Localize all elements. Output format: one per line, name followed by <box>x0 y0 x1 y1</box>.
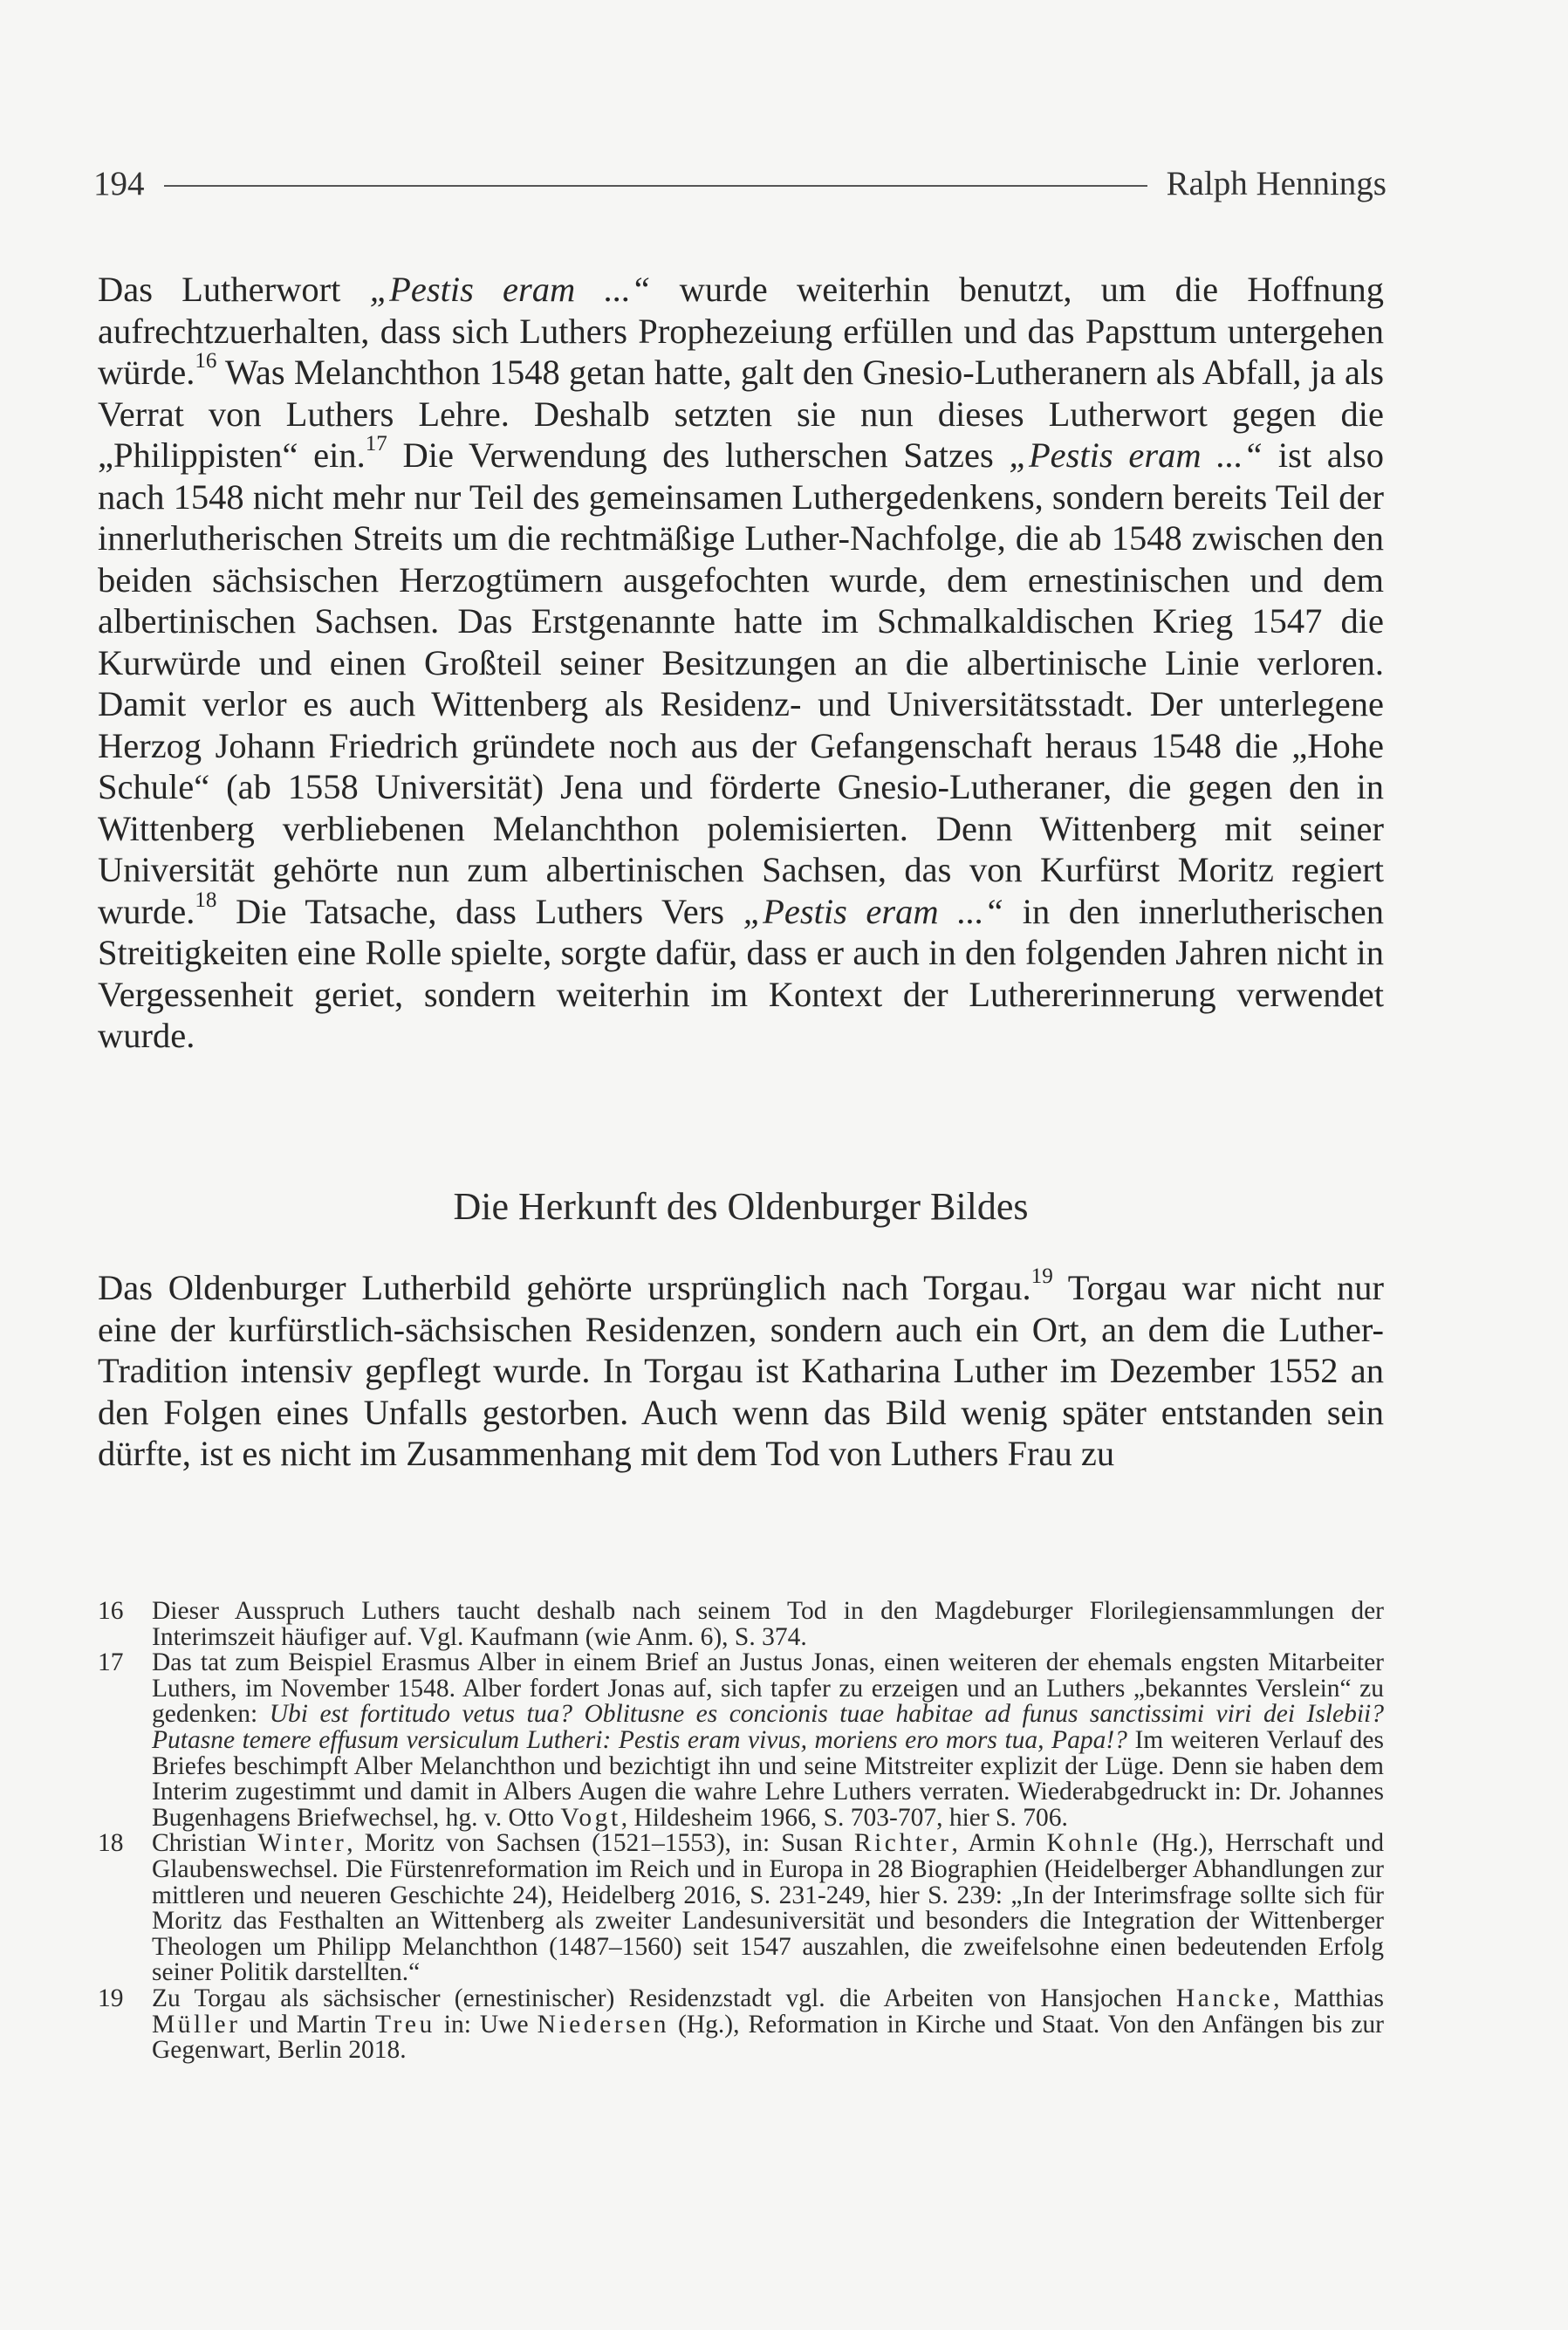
text-run: Christian <box>152 1829 258 1858</box>
author-name: Kohnle <box>1046 1829 1141 1858</box>
body-paragraph-2 <box>98 1264 1384 1475</box>
footnote-text <box>152 1986 1384 2064</box>
text-run: in den innerlutherischen Streitigkeiten eine Rolle spielte, sorgte dafür, dass er auch in den folgenden Jahren nicht in Vergessenheit geriet, sondern weiterhin im Kontext der Luthererinnerung verwendet wurde. <box>98 891 1384 1055</box>
footnote-17 <box>98 1650 1384 1831</box>
text-run: Die Tatsache, dass Luthers Vers <box>216 891 743 931</box>
footnote-text <box>152 1650 1384 1831</box>
header-rule <box>164 185 1147 187</box>
footnote-18 <box>98 1831 1384 1986</box>
running-head <box>93 157 1387 209</box>
text-run: , Moritz von Sachsen (1521–1553), in: Susan <box>346 1829 854 1858</box>
text-run: Torgau war nicht nur eine der kurfürstlich-sächsischen Residenzen, sondern auch ein Ort, an dem die Luther-Tradition intensiv gepflegt wurde. In Torgau ist Katharina Luther im Dezember 1552 an den Folgen eines Unfalls gestorben. Auch wenn das Bild wenig später entstanden sein dürfte, ist es nicht im Zusammenhang mit dem Tod von Luthers Frau zu <box>98 1268 1384 1473</box>
text-run: Die Verwendung des lutherschen Satzes <box>387 435 1010 475</box>
footnote-ref-16[interactable]: 16 <box>195 349 217 373</box>
author-name: Vogt <box>560 1803 621 1832</box>
text-run: in: Uwe <box>435 2010 538 2039</box>
text-run: Das Lutherwort <box>98 270 370 309</box>
footnote-16 <box>98 1599 1384 1650</box>
footnote-number: 17 <box>98 1648 124 1677</box>
text-run: (Hg.), Herrschaft und Glaubenswechsel. Die Fürstenreformation im Reich und in Europa in 28 Biographien (Heidelberger Abhandlungen zur mittleren und neueren Geschichte 24), Heidelberg 2016, S. 231-249, hier S. 239: „In der Interimsfrage sollte sich für Moritz das Festhalten an Wittenberg als zweiter Landesuniversität und besonders die Integration der Wittenberger Theologen um Philipp Melanchthon (1487–1560) seit 1547 auszahlen, die zweifelsohne einen bedeutenden Erfolg seiner Politik darstellten.“ <box>152 1829 1384 1987</box>
author-name: Niedersen <box>537 2010 670 2039</box>
text-run: Zu Torgau als sächsischer (ernestinischer) Residenzstadt vgl. die Arbeiten von Hansjochen <box>152 1984 1176 2012</box>
quote-italic: „Pestis eram ...“ <box>743 891 1004 931</box>
text-run: Im weiteren Verlauf des Briefes beschimpft Alber Melanchthon und bezichtigt ihn und seine Mitstreiter explizit der Lüge. Denn sie haben dem Interim zugestimmt und damit in Albers Augen die wahre Lehre Luthers verraten. Wiederabgedruckt in: Dr. Johannes Bugenhagens Briefwechsel, hg. v. Otto <box>152 1725 1384 1832</box>
quote-italic: „Pestis eram ...“ <box>369 270 651 309</box>
footnote-text <box>152 1831 1384 1986</box>
author-name: Müller <box>152 2010 241 2039</box>
text-run: , Hildesheim 1966, S. 703-707, hier S. 706. <box>620 1803 1068 1832</box>
text-run: Das tat zum Beispiel Erasmus Alber in einem Brief an Justus Jonas, einen weiteren der ehemals engsten Mitarbeiter Luthers, im November 1548. Alber fordert Jonas auf, sich tapfer zu erzeigen und an Luthers „bekanntes Verslein“ zu gedenken: <box>152 1648 1384 1729</box>
text-run: Was Melanchthon 1548 getan hatte, galt den Gnesio-Lutheranern als Abfall, ja als Verrat von Luthers Lehre. Deshalb setzten sie nun dieses Lutherwort gegen die „Philippisten“ ein. <box>98 353 1384 475</box>
footnote-ref-18[interactable]: 18 <box>195 887 217 912</box>
text-run: (Hg.), Reformation in Kirche und Staat. Von den Anfängen bis zur Gegenwart, Berlin 2018. <box>152 2010 1384 2065</box>
section-heading: Die Herkunft des Oldenburger Bildes <box>453 1185 1029 1228</box>
latin-quote: Ubi est fortitudo vetus tua? Oblitusne es concionis tuae habitae ad funus sanctissimi viri dei Islebii? Putasne temere effusum versiculum Lutheri: Pestis eram vivus, moriens ero mors tua, Papa!? <box>152 1700 1384 1754</box>
author-name: Richter <box>853 1829 952 1858</box>
text-run: wurde weiterhin benutzt, um die Hoffnung aufrechtzuerhalten, dass sich Luthers Prophezeiung erfüllen und das Papsttum untergehen würde. <box>98 270 1384 392</box>
footnotes <box>98 1599 1384 2064</box>
footnote-19 <box>98 1986 1384 2064</box>
body-paragraph-1 <box>98 269 1384 1057</box>
author-name: Treu <box>375 2010 435 2039</box>
text-run: , Armin <box>951 1829 1047 1858</box>
page-number: 194 <box>93 164 145 202</box>
author-name: Winter <box>257 1829 347 1858</box>
text-run: Das Oldenburger Lutherbild gehörte ursprünglich nach Torgau. <box>98 1268 1031 1307</box>
running-head-author: Ralph Hennings <box>1166 164 1387 202</box>
footnote-number: 18 <box>98 1829 124 1858</box>
text-run: und Martin <box>240 2010 375 2039</box>
footnote-text: Dieser Ausspruch Luthers taucht deshalb nach seinem Tod in den Magdeburger Florilegiensammlungen der Interimszeit häufiger auf. Vgl. Kaufmann (wie Anm. 6), S. 374. <box>152 1597 1384 1651</box>
footnote-ref-19[interactable]: 19 <box>1030 1264 1053 1289</box>
paragraph-text <box>98 269 1384 1057</box>
footnote-number: 19 <box>98 1984 124 2012</box>
paragraph-text <box>98 1264 1384 1475</box>
footnote-number: 16 <box>98 1597 124 1625</box>
author-name: Hancke <box>1175 1984 1274 2012</box>
text-run: ist also nach 1548 nicht mehr nur Teil des gemeinsamen Luthergedenkens, sondern bereits Teil der innerlutherischen Streits um die rechtmäßige Luther-Nachfolge, die ab 1548 zwischen den beiden sächsischen Herzogtümern ausgefochten wurde, dem ernestinischen und dem albertinischen Sachsen. Das Erstgenannte hatte im Schmalkaldischen Krieg 1547 die Kurwürde und einen Großteil seiner Besitzungen an die albertinische Linie verloren. Damit verlor es auch Wittenberg als Residenz- und Universitätsstadt. Der unterlegene Herzog Johann Friedrich gründete noch aus der Gefangenschaft heraus 1548 die „Hohe Schule“ (ab 1558 Universität) Jena und förderte Gnesio-Lutheraner, die gegen den in Wittenberg verbliebenen Melanchthon polemisierten. Denn Wittenberg mit seiner Universität gehörte nun zum albertinischen Sachsen, das von Kurfürst Moritz regiert wurde. <box>98 435 1384 931</box>
quote-italic: „Pestis eram ...“ <box>1009 435 1263 475</box>
text-run: , Matthias <box>1273 1984 1384 2012</box>
footnote-ref-17[interactable]: 17 <box>365 432 387 456</box>
